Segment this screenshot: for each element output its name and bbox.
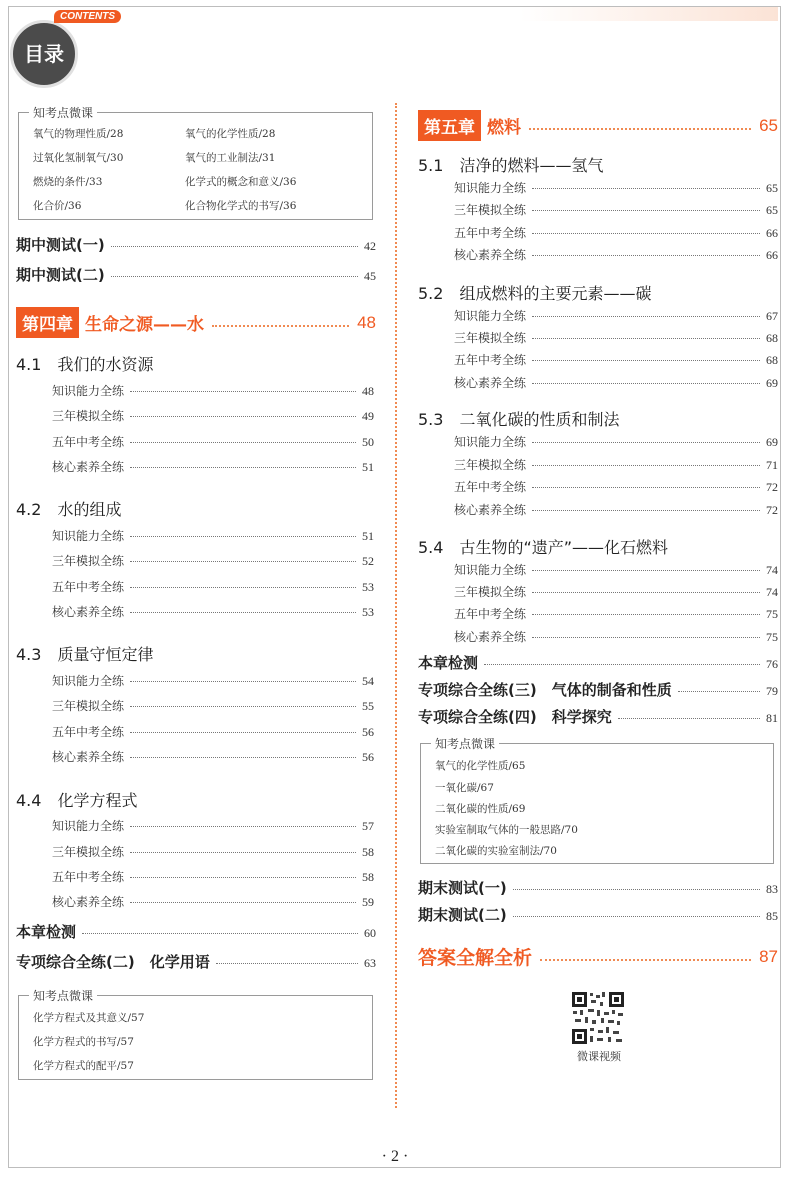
toc-entry-special-3[interactable]: 专项综合全练(三) 气体的制备和性质 79 bbox=[418, 681, 778, 699]
toc-sub-entry[interactable]: 知识能力全练 51 bbox=[52, 529, 374, 543]
toc-sub-entry[interactable]: 三年模拟全练 49 bbox=[52, 409, 374, 423]
toc-sub-entry[interactable]: 三年模拟全练 71 bbox=[454, 458, 778, 472]
toc-badge: 目录 bbox=[10, 20, 78, 88]
section-5-4-title[interactable]: 5.4 古生物的“遗产”——化石燃料 bbox=[418, 538, 669, 557]
knowledge-item[interactable]: 氧气的化学性质/65 bbox=[435, 760, 526, 772]
qr-label: 微课视频 bbox=[577, 1050, 621, 1063]
section-5-2-title[interactable]: 5.2 组成燃料的主要元素——碳 bbox=[418, 284, 652, 303]
toc-sub-entry[interactable]: 五年中考全练 72 bbox=[454, 480, 778, 494]
chapter-page: 48 bbox=[357, 312, 376, 332]
section-5-3-title[interactable]: 5.3 二氧化碳的性质和制法 bbox=[418, 410, 620, 429]
toc-sub-entry[interactable]: 三年模拟全练 65 bbox=[454, 203, 778, 217]
knowledge-item[interactable]: 化合价/36 bbox=[33, 200, 82, 212]
knowledge-item[interactable]: 氧气的工业制法/31 bbox=[185, 152, 276, 164]
toc-sub-entry[interactable]: 知识能力全练 57 bbox=[52, 819, 374, 833]
toc-entry-final-1[interactable]: 期末测试(一) 83 bbox=[418, 879, 778, 897]
toc-sub-entry[interactable]: 核心素养全练 66 bbox=[454, 248, 778, 262]
toc-entry-midterm-2[interactable]: 期中测试(二) 45 bbox=[16, 266, 376, 284]
knowledge-item[interactable]: 二氧化碳的实验室制法/70 bbox=[435, 845, 557, 857]
toc-sub-entry[interactable]: 三年模拟全练 58 bbox=[52, 845, 374, 859]
section-4-3-title[interactable]: 4.3 质量守恒定律 bbox=[16, 645, 154, 664]
column-divider bbox=[395, 103, 397, 1108]
toc-sub-entry[interactable]: 核心素养全练 75 bbox=[454, 630, 778, 644]
toc-entry-midterm-1[interactable]: 期中测试(一) 42 bbox=[16, 236, 376, 254]
answers-page: 87 bbox=[759, 946, 778, 966]
toc-sub-entry[interactable]: 五年中考全练 50 bbox=[52, 435, 374, 449]
toc-sub-entry[interactable]: 三年模拟全练 74 bbox=[454, 585, 778, 599]
toc-sub-entry[interactable]: 知识能力全练 69 bbox=[454, 435, 778, 449]
chapter-page: 65 bbox=[759, 115, 778, 135]
toc-sub-entry[interactable]: 三年模拟全练 55 bbox=[52, 699, 374, 713]
page-number: · 2 · bbox=[381, 1148, 409, 1165]
knowledge-box-3 bbox=[420, 737, 774, 864]
toc-entry-chapter-review[interactable]: 本章检测 60 bbox=[16, 923, 376, 941]
toc-entry-special-4[interactable]: 专项综合全练(四) 科学探究 81 bbox=[418, 708, 778, 726]
chapter-title: 燃料 bbox=[487, 118, 521, 138]
toc-entry-special-2[interactable]: 专项综合全练(二) 化学用语 63 bbox=[16, 953, 376, 971]
chapter-tag: 第四章 bbox=[16, 307, 79, 338]
section-4-2-title[interactable]: 4.2 水的组成 bbox=[16, 500, 122, 519]
answers-heading[interactable] bbox=[418, 943, 778, 970]
toc-sub-entry[interactable]: 知识能力全练 48 bbox=[52, 384, 374, 398]
toc-sub-entry[interactable]: 五年中考全练 68 bbox=[454, 353, 778, 367]
toc-sub-entry[interactable]: 五年中考全练 75 bbox=[454, 607, 778, 621]
knowledge-item[interactable]: 化学方程式的配平/57 bbox=[33, 1060, 134, 1072]
toc-sub-entry[interactable]: 核心素养全练 51 bbox=[52, 460, 374, 474]
toc-sub-entry[interactable]: 核心素养全练 53 bbox=[52, 605, 374, 619]
knowledge-box-2 bbox=[18, 989, 373, 1080]
knowledge-box-title: 知考点微课 bbox=[29, 104, 97, 121]
knowledge-item[interactable]: 二氧化碳的性质/69 bbox=[435, 803, 526, 815]
answers-title: 答案全解全析 bbox=[418, 947, 533, 969]
knowledge-item[interactable]: 氧气的化学性质/28 bbox=[185, 128, 276, 140]
toc-sub-entry[interactable]: 三年模拟全练 68 bbox=[454, 331, 778, 345]
knowledge-box-title: 知考点微课 bbox=[29, 987, 97, 1004]
knowledge-item[interactable]: 一氧化碳/67 bbox=[435, 782, 494, 794]
toc-sub-entry[interactable]: 五年中考全练 56 bbox=[52, 725, 374, 739]
qr-code-icon[interactable] bbox=[570, 990, 626, 1046]
toc-sub-entry[interactable]: 五年中考全练 58 bbox=[52, 870, 374, 884]
chapter-title: 生命之源——水 bbox=[85, 315, 204, 335]
toc-sub-entry[interactable]: 知识能力全练 54 bbox=[52, 674, 374, 688]
chapter-5-heading[interactable] bbox=[418, 110, 778, 141]
toc-sub-entry[interactable]: 核心素养全练 72 bbox=[454, 503, 778, 517]
knowledge-item[interactable]: 实验室制取气体的一般思路/70 bbox=[435, 824, 578, 836]
toc-sub-entry[interactable]: 核心素养全练 56 bbox=[52, 750, 374, 764]
knowledge-item[interactable]: 化学方程式及其意义/57 bbox=[33, 1012, 145, 1024]
contents-tag: CONTENTS bbox=[54, 10, 121, 23]
knowledge-item[interactable]: 过氧化氢制氧气/30 bbox=[33, 152, 124, 164]
section-4-4-title[interactable]: 4.4 化学方程式 bbox=[16, 791, 138, 810]
knowledge-item[interactable]: 化学方程式的书写/57 bbox=[33, 1036, 134, 1048]
toc-sub-entry[interactable]: 核心素养全练 59 bbox=[52, 895, 374, 909]
toc-sub-entry[interactable]: 核心素养全练 69 bbox=[454, 376, 778, 390]
toc-sub-entry[interactable]: 知识能力全练 65 bbox=[454, 181, 778, 195]
knowledge-box-1 bbox=[18, 106, 373, 220]
knowledge-item[interactable]: 化学式的概念和意义/36 bbox=[185, 176, 297, 188]
toc-sub-entry[interactable]: 五年中考全练 66 bbox=[454, 226, 778, 240]
section-5-1-title[interactable]: 5.1 洁净的燃料——氢气 bbox=[418, 156, 604, 175]
knowledge-box-title: 知考点微课 bbox=[431, 735, 499, 752]
knowledge-item[interactable]: 化合物化学式的书写/36 bbox=[185, 200, 297, 212]
toc-sub-entry[interactable]: 知识能力全练 67 bbox=[454, 309, 778, 323]
toc-entry-chapter-review[interactable]: 本章检测 76 bbox=[418, 654, 778, 672]
toc-sub-entry[interactable]: 三年模拟全练 52 bbox=[52, 554, 374, 568]
toc-entry-final-2[interactable]: 期末测试(二) 85 bbox=[418, 906, 778, 924]
top-band bbox=[520, 7, 778, 21]
section-4-1-title[interactable]: 4.1 我们的水资源 bbox=[16, 355, 154, 374]
knowledge-item[interactable]: 氧气的物理性质/28 bbox=[33, 128, 124, 140]
toc-sub-entry[interactable]: 知识能力全练 74 bbox=[454, 563, 778, 577]
knowledge-item[interactable]: 燃烧的条件/33 bbox=[33, 176, 103, 188]
toc-sub-entry[interactable]: 五年中考全练 53 bbox=[52, 580, 374, 594]
chapter-tag: 第五章 bbox=[418, 110, 481, 141]
chapter-4-heading[interactable] bbox=[16, 307, 376, 338]
